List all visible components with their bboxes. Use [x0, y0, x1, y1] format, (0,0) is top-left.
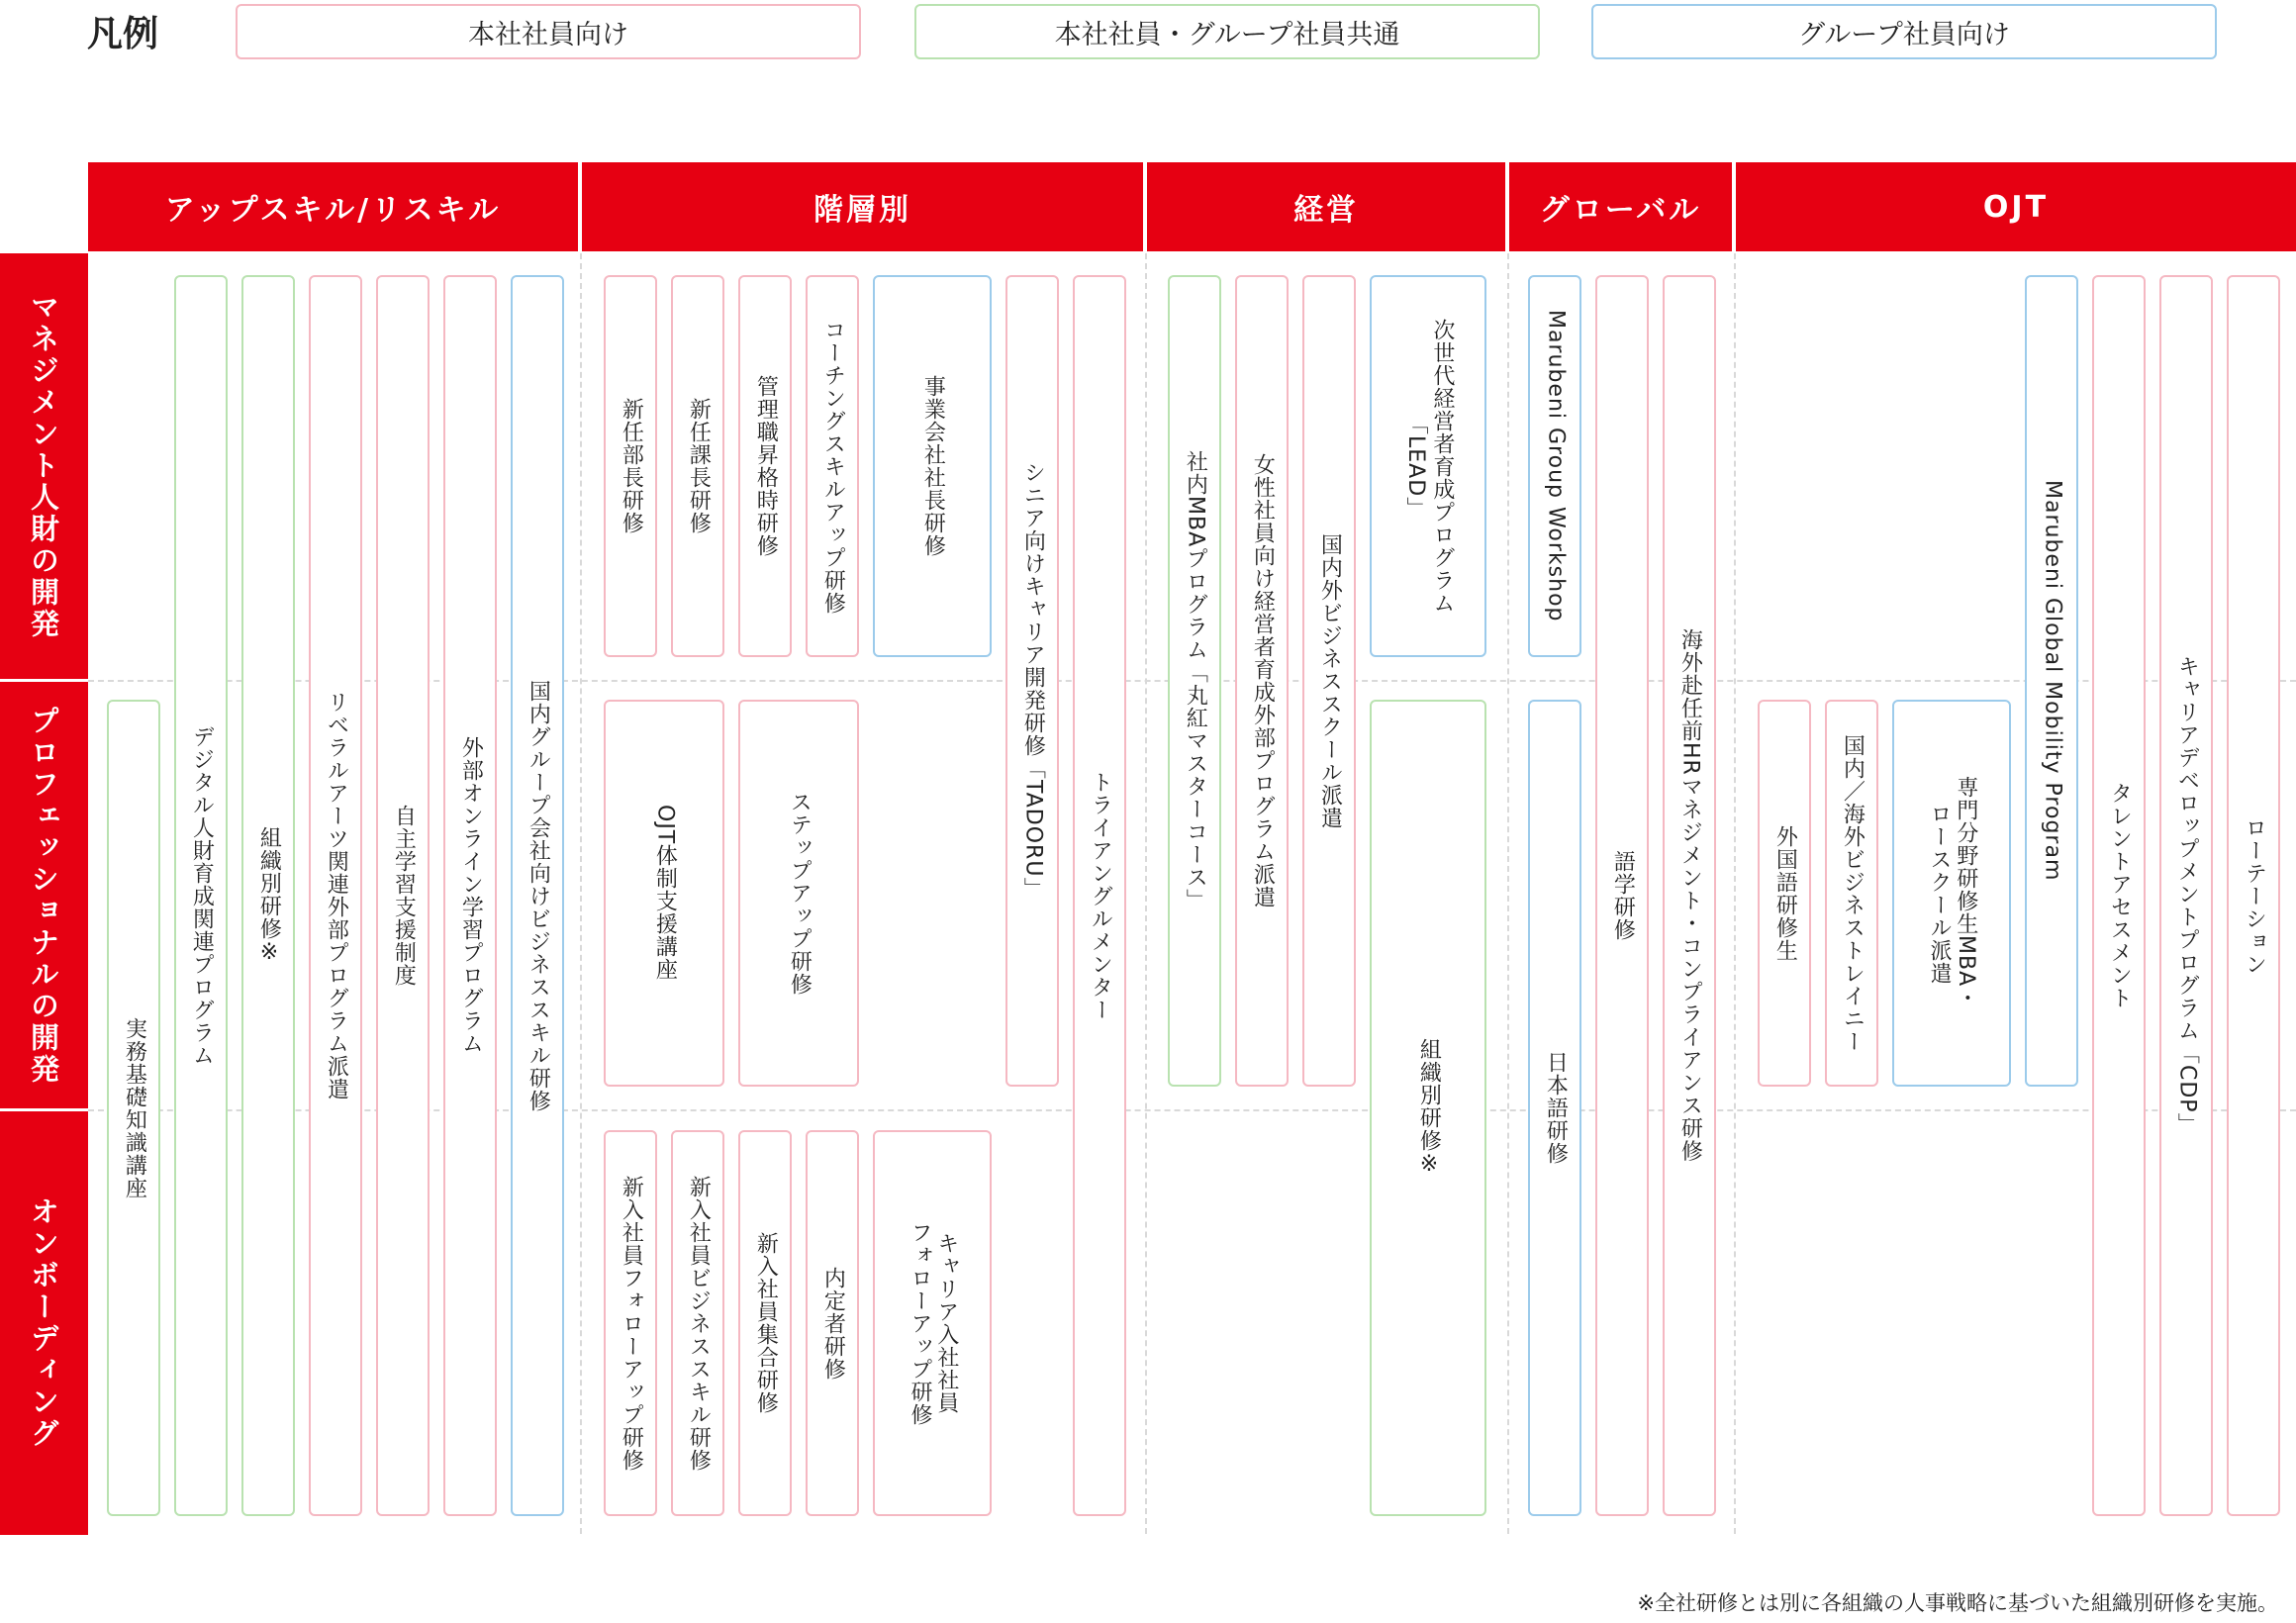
program-label: 海外赴任前HRマネジメント・コンプライアンス研修 — [1677, 628, 1703, 1163]
program-label: 事業会社社長研修 — [920, 375, 946, 557]
program-label: 新入社員ビジネススキル研修 — [686, 1175, 712, 1472]
program-group-business-skill — [511, 275, 564, 1516]
column-header-global: グローバル — [1509, 162, 1732, 251]
column-divider — [1507, 253, 1509, 1534]
program-japanese-training — [1528, 700, 1581, 1516]
column-header-upskill: アップスキル/リスキル — [88, 162, 578, 251]
column-header-management: 経営 — [1147, 162, 1505, 251]
program-label: 外部オンライン学習プログラム — [458, 736, 484, 1055]
program-business-trainee — [1825, 700, 1878, 1087]
program-mba-law-school — [1892, 700, 2011, 1087]
program-label: 新任課長研修 — [686, 398, 712, 534]
program-label: 社内MBAプログラム「丸紅マスターコース」 — [1183, 449, 1208, 912]
program-label: リベラルアーツ関連外部プログラム派遣 — [324, 691, 349, 1100]
program-pre-assignment-hr — [1663, 275, 1716, 1516]
program-business-school — [1302, 275, 1356, 1087]
program-label: 語学研修 — [1610, 850, 1636, 941]
row-header-management-talent-label: マネジメント人財の開発 — [27, 292, 60, 640]
program-senior-career-tadoru — [1005, 275, 1059, 1087]
program-label: ステップアップ研修 — [787, 791, 813, 996]
program-label: 国内外ビジネススクール派遣 — [1317, 532, 1343, 829]
program-subsidiary-president — [873, 275, 992, 657]
row-header-onboarding-label: オンボーディング — [27, 1196, 60, 1450]
program-label: 日本語研修 — [1543, 1051, 1569, 1165]
legend-item-common: 本社社員・グループ社員共通 — [914, 4, 1540, 59]
program-label: 外国語研修生 — [1772, 824, 1798, 962]
program-label: 新入社員フォローアップ研修 — [619, 1175, 644, 1472]
program-label: タレントアセスメント — [2107, 782, 2133, 1009]
program-lead — [1370, 275, 1486, 657]
program-label: 新任部長研修 — [619, 398, 644, 534]
program-self-study — [376, 275, 430, 1516]
program-group-workshop — [1528, 275, 1581, 657]
program-label: Marubeni Group Workshop — [1543, 310, 1569, 622]
legend-item-group: グループ社員向け — [1591, 4, 2217, 59]
program-label: 次世代経営者育成プログラム 「LEAD」 — [1403, 318, 1455, 615]
column-divider — [1734, 253, 1736, 1534]
program-new-employee-business-skill — [671, 1130, 724, 1516]
program-org-training-management — [1370, 700, 1486, 1516]
program-pre-hire-training — [806, 1130, 859, 1516]
program-label: コーチングスキルアップ研修 — [820, 318, 846, 615]
program-manager-promotion — [738, 275, 792, 657]
program-ojt-support-course — [604, 700, 724, 1087]
program-new-employee-group-training — [738, 1130, 792, 1516]
legend-title: 凡例 — [87, 14, 159, 54]
program-label: 内定者研修 — [820, 1266, 846, 1381]
program-label: 自主学習支援制度 — [391, 805, 417, 987]
row-header-professional — [0, 682, 88, 1108]
program-triangle-mentor — [1073, 275, 1126, 1516]
program-label: キャリアデベロップメントプログラム「CDP」 — [2174, 655, 2200, 1136]
program-new-general-manager — [604, 275, 657, 657]
program-global-mobility — [2025, 275, 2078, 1087]
program-label: OJT体制支援講座 — [652, 805, 678, 982]
footnote: ※全社研修とは別に各組織の人事戦略に基づいた組織別研修を実施。 — [1637, 1591, 2278, 1615]
program-digital-talent — [174, 275, 228, 1516]
program-label: Marubeni Global Mobility Program — [2040, 480, 2065, 882]
program-women-executive — [1235, 275, 1289, 1087]
program-mid-career-followup — [873, 1130, 992, 1516]
row-header-professional-label: プロフェッショナルの開発 — [27, 705, 60, 1086]
program-cdp — [2159, 275, 2213, 1516]
row-header-management-talent — [0, 253, 88, 679]
program-new-section-manager — [671, 275, 724, 657]
program-new-employee-followup — [604, 1130, 657, 1516]
program-label: 管理職昇格時研修 — [753, 375, 779, 557]
program-label: デジタル人財育成関連プログラム — [189, 724, 215, 1067]
program-foreign-language-trainee — [1758, 700, 1811, 1087]
legend-item-headquarters: 本社社員向け — [236, 4, 861, 59]
program-org-training — [241, 275, 295, 1516]
program-label: 女性社員向け経営者育成外部プログラム派遣 — [1250, 453, 1276, 908]
program-rotation — [2227, 275, 2280, 1516]
program-marubeni-master-course — [1168, 275, 1221, 1087]
program-label: 組織別研修※ — [1416, 1038, 1442, 1178]
program-label: 専門分野研修生MBA・ ロースクール派遣 — [1927, 776, 1978, 1010]
program-label: 実務基礎知識講座 — [122, 1016, 147, 1199]
program-step-up — [738, 700, 859, 1087]
program-label: 新入社員集合研修 — [753, 1232, 779, 1414]
program-label: キャリア入社社員 フォローアップ研修 — [908, 1220, 959, 1426]
program-label: 組織別研修※ — [256, 825, 282, 966]
program-talent-assessment — [2092, 275, 2146, 1516]
program-basic-knowledge-course — [107, 700, 160, 1516]
program-label: トライアングルメンター — [1088, 770, 1113, 1021]
row-header-onboarding — [0, 1111, 88, 1535]
program-coaching-skill — [806, 275, 859, 657]
column-header-hierarchy: 階層別 — [582, 162, 1143, 251]
program-label: ローテーション — [2242, 815, 2267, 976]
column-divider — [1145, 253, 1147, 1534]
program-language-training — [1595, 275, 1649, 1516]
program-liberal-arts — [309, 275, 362, 1516]
program-label: 国内グループ会社向けビジネススキル研修 — [526, 679, 551, 1112]
program-label: シニア向けキャリア開発研修「TADORU」 — [1020, 461, 1046, 901]
column-header-ojt: OJT — [1736, 162, 2296, 251]
program-online-learning — [443, 275, 497, 1516]
column-divider — [580, 253, 582, 1534]
program-label: 国内／海外ビジネストレイニー — [1840, 733, 1866, 1053]
